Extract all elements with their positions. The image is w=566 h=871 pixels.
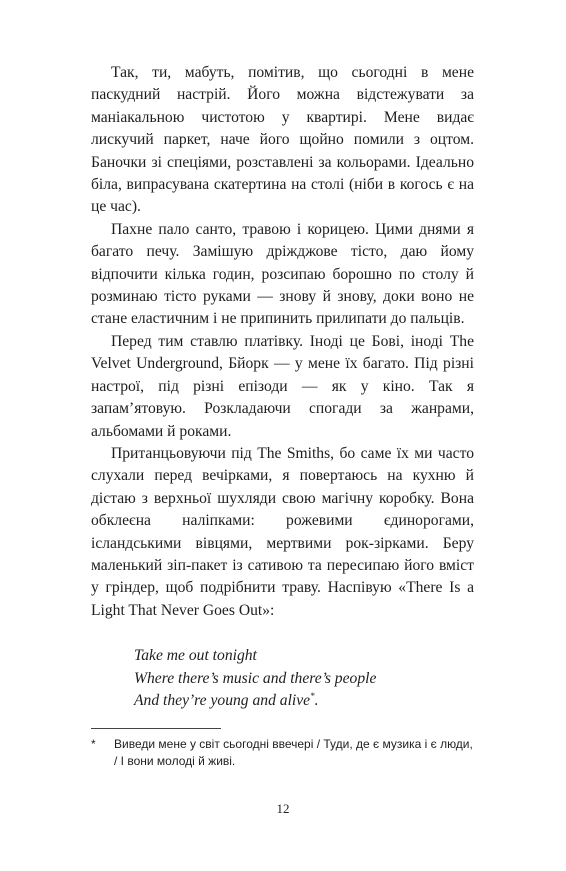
paragraph-3: Перед тим ставлю платівку. Іноді це Бові, іноді The Velvet Underground, Бйорк — у мене їх багато. Під різні настрої, під різні епізоди — як у кіно. Так я запам’ятовую. Розкладаючи спогади за жанрами, альбомами й роками. — [91, 332, 474, 440]
paragraph-2: Пахне пало санто, травою і корицею. Цими днями я багато печу. Замішую дріжджове тісто, даю йому відпочити кілька годин, розсипаю борошно по столу й розминаю тісто руками — знову й знову, доки воно не стане еластичним і не припинить прилипати до пальців. — [91, 220, 474, 328]
lyric-line-text: And they’re young and alive — [134, 691, 311, 709]
lyric-line-suffix: . — [314, 691, 319, 709]
page-body — [91, 62, 474, 712]
lyric-line: Take me out tonight — [134, 647, 257, 665]
song-lyrics — [134, 645, 474, 712]
lyric-line-last — [134, 690, 474, 712]
footnote-marker: * — [91, 737, 96, 751]
footnote — [91, 736, 476, 770]
paragraph-1: Так, ти, мабуть, помітив, що сьогодні в мене паскудний настрій. Його можна відстежувати за маніакальною чистотою у квартирі. Мене видає лискучий паркет, наче його щойно помили з оцтом. Баночки зі спеціями, розставлені за кольорами. Ідеально біла, випрасувана скатертина на столі (ніби в когось є на це час). — [91, 64, 474, 216]
paragraph-4: Пританцьовуючи під The Smiths, бо саме їх ми часто слухали перед вечірками, я повертаюсь на кухню й дістаю з верхньої шухляди свою магічну коробку. Вона обклеєна наліпками: рожевими єдинорогами, ісландськими вівцями, мертвими рок-зірками. Беру маленький зіп-пакет із сативою та пересипаю його вміст у гріндер, щоб подрібнити траву. Наспівую «There Is a Light That Never Goes Out»: — [91, 444, 474, 619]
footnote-divider — [91, 728, 221, 729]
page-number: 12 — [276, 801, 290, 816]
footnote-text: Виведи мене у світ сьогодні ввечері / Туди, де є музика і є люди, / І вони молоді й живі. — [114, 737, 473, 768]
footnote-reference[interactable]: * — [310, 690, 315, 701]
lyric-line: Where there’s music and there’s people — [134, 669, 377, 687]
